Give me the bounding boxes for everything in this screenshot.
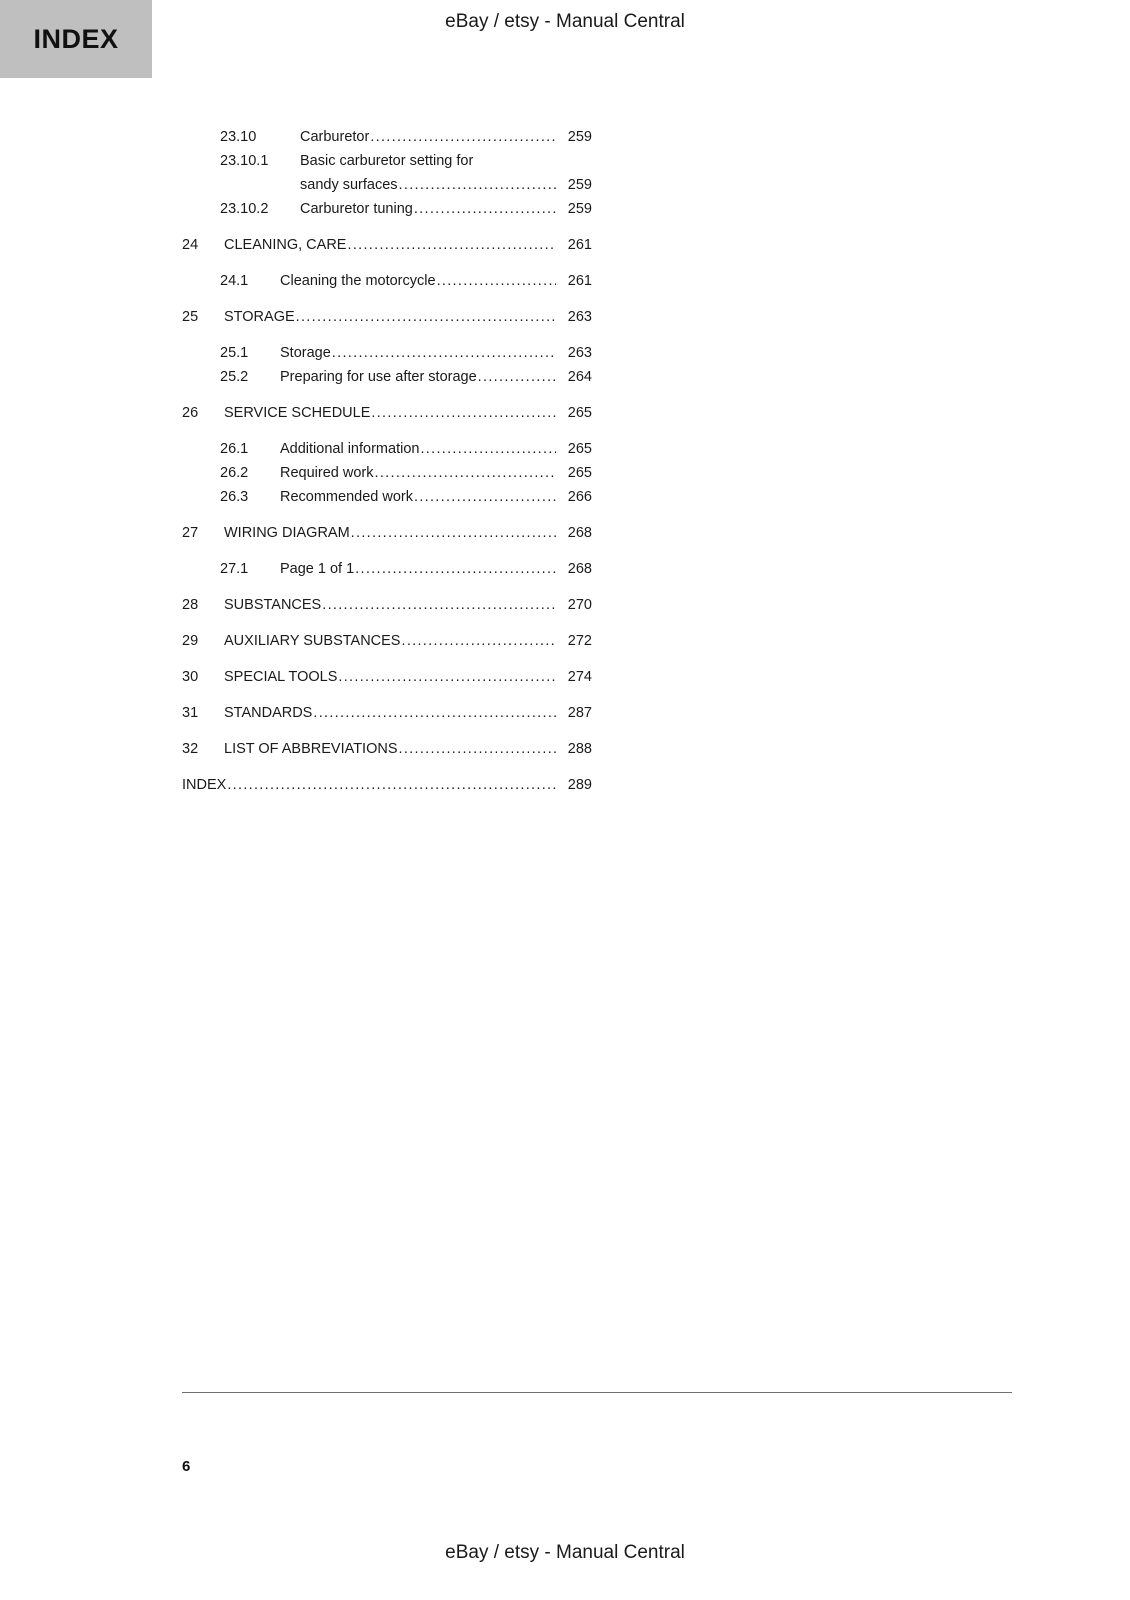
toc-leader-dots — [351, 521, 556, 545]
toc-entry-number: 23.10.1 — [220, 153, 269, 169]
toc-entry-page: 259 — [567, 177, 592, 193]
toc-entry[interactable] — [182, 485, 592, 509]
toc-entry-title: Basic carburetor setting for — [300, 153, 474, 169]
toc-entry-continuation-row[interactable] — [182, 173, 592, 197]
toc-entry-title-continued: sandy surfaces — [300, 177, 398, 193]
toc-entry-number: 28 — [182, 597, 199, 613]
toc-entry-title: STANDARDS — [224, 705, 313, 721]
toc-entry-index[interactable] — [182, 773, 592, 797]
toc-entry-number: 31 — [182, 705, 199, 721]
toc-entry[interactable] — [182, 233, 592, 257]
toc-entry-title: CLEANING, CARE — [224, 237, 347, 253]
toc-leader-dots — [414, 197, 556, 221]
toc-entry-number: 26.1 — [220, 441, 249, 457]
toc-entry-page: 268 — [567, 561, 592, 577]
toc-entry[interactable] — [182, 737, 592, 761]
toc-leader-dots — [313, 701, 556, 725]
toc-leader-dots — [322, 593, 556, 617]
toc-entry-number: 25.2 — [220, 369, 249, 385]
toc-entry[interactable] — [182, 365, 592, 389]
toc-entry-title: AUXILIARY SUBSTANCES — [224, 633, 401, 649]
toc-leader-dots — [371, 401, 556, 425]
toc-entry-number: 26.2 — [220, 465, 249, 481]
toc-entry-title: LIST OF ABBREVIATIONS — [224, 741, 398, 757]
toc-entry-title: SPECIAL TOOLS — [224, 669, 338, 685]
toc-entry-title: STORAGE — [224, 309, 295, 325]
toc-leader-dots — [332, 341, 556, 365]
toc-entry[interactable] — [182, 593, 592, 617]
page-number: 6 — [182, 1458, 191, 1475]
toc-leader-dots — [355, 557, 556, 581]
toc-entry-number: 26.3 — [220, 489, 249, 505]
toc-entry-number: 24 — [182, 237, 199, 253]
index-tab-label: INDEX — [33, 23, 119, 54]
toc-entry-title: Page 1 of 1 — [280, 561, 355, 577]
toc-entry[interactable] — [182, 461, 592, 485]
toc-leader-dots — [399, 737, 556, 761]
toc-entry-page: 289 — [567, 777, 592, 793]
toc-leader-dots — [478, 365, 556, 389]
toc-leader-dots — [375, 461, 557, 485]
toc-leader-dots — [347, 233, 556, 257]
toc-leader-dots — [437, 269, 556, 293]
toc-entry[interactable] — [182, 665, 592, 689]
toc-entry[interactable] — [182, 341, 592, 365]
toc-entry-page: 259 — [567, 201, 592, 217]
toc-leader-dots — [296, 305, 556, 329]
toc-entry-page: 263 — [567, 345, 592, 361]
toc-entry-number: 25.1 — [220, 345, 249, 361]
toc-entry[interactable] — [182, 701, 592, 725]
toc-entry-number: 25 — [182, 309, 199, 325]
toc-entry-page: 261 — [567, 237, 592, 253]
toc-entry-page: 264 — [567, 369, 592, 385]
toc-entry-number: 27 — [182, 525, 199, 541]
toc-entry-title: INDEX — [182, 777, 227, 793]
toc-entry[interactable] — [182, 269, 592, 293]
toc-entry-number: 29 — [182, 633, 199, 649]
toc-entry-page: 263 — [567, 309, 592, 325]
toc-entry[interactable] — [182, 401, 592, 425]
toc-entry-title: Cleaning the motorcycle — [280, 273, 436, 289]
toc-entry[interactable] — [182, 125, 592, 149]
toc-entry[interactable] — [182, 629, 592, 653]
toc-entry-page: 265 — [567, 441, 592, 457]
toc-entry[interactable] — [182, 557, 592, 581]
toc-entry-number: 24.1 — [220, 273, 249, 289]
toc-entry-number: 23.10 — [220, 129, 257, 145]
toc-entry[interactable] — [182, 437, 592, 461]
toc-leader-dots — [420, 437, 556, 461]
toc-leader-dots — [414, 485, 556, 509]
footer-title: eBay / etsy - Manual Central — [445, 1542, 685, 1563]
toc-entry-page: 265 — [567, 465, 592, 481]
toc-entry-page: 272 — [567, 633, 592, 649]
table-of-contents — [182, 125, 592, 797]
toc-entry-title: WIRING DIAGRAM — [224, 525, 350, 541]
toc-entry-title: SERVICE SCHEDULE — [224, 405, 371, 421]
toc-entry-page: 259 — [567, 129, 592, 145]
toc-entry[interactable] — [182, 305, 592, 329]
toc-entry[interactable] — [182, 149, 592, 173]
toc-entry-number: 32 — [182, 741, 199, 757]
toc-entry-title: Required work — [280, 465, 374, 481]
toc-entry-number: 30 — [182, 669, 199, 685]
toc-entry-number: 26 — [182, 405, 199, 421]
toc-entry-title: Storage — [280, 345, 331, 361]
toc-entry-title: Carburetor — [300, 129, 370, 145]
toc-entry-number: 27.1 — [220, 561, 249, 577]
toc-entry-page: 274 — [567, 669, 592, 685]
toc-entry-page: 288 — [567, 741, 592, 757]
toc-entry-page: 287 — [567, 705, 592, 721]
toc-entry-page: 261 — [567, 273, 592, 289]
toc-entry-title: Preparing for use after storage — [280, 369, 477, 385]
toc-entry-number: 23.10.2 — [220, 201, 269, 217]
toc-entry-title: SUBSTANCES — [224, 597, 322, 613]
toc-entry-title: Carburetor tuning — [300, 201, 413, 217]
toc-leader-dots — [399, 173, 556, 197]
toc-entry[interactable] — [182, 521, 592, 545]
toc-entry-title: Recommended work — [280, 489, 413, 505]
toc-leader-dots — [370, 125, 556, 149]
toc-entry-page: 270 — [567, 597, 592, 613]
toc-entry-title: Additional information — [280, 441, 420, 457]
footer-divider — [182, 1392, 1012, 1393]
toc-continuation-indent — [182, 173, 300, 197]
toc-entry[interactable] — [182, 197, 592, 221]
toc-entry-page: 265 — [567, 405, 592, 421]
toc-leader-dots — [227, 773, 556, 797]
toc-leader-dots — [401, 629, 556, 653]
header-title: eBay / etsy - Manual Central — [445, 11, 685, 32]
toc-entry-page: 266 — [567, 489, 592, 505]
toc-entry-page: 268 — [567, 525, 592, 541]
toc-leader-dots — [338, 665, 556, 689]
